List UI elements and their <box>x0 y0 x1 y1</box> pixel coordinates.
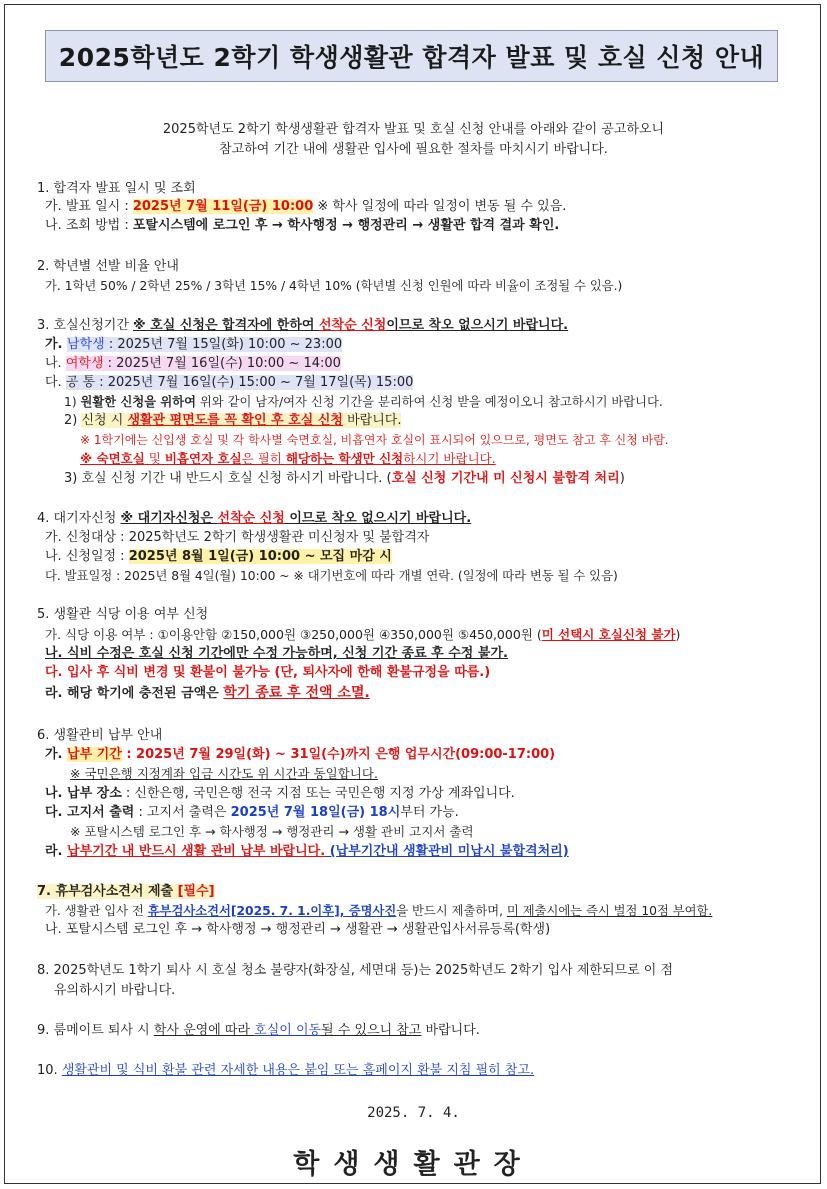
item-label: 가. 발표 일시 : <box>45 199 133 214</box>
section-5-item-c: 다. 입사 후 식비 변경 및 환불이 불가능 (단, 퇴사자에 한해 환불규정을 따름.) <box>45 665 491 680</box>
announcement-date: 2025. 7. 4. <box>367 1105 460 1121</box>
section-2-item-a: 가. 1학년 50% / 2학년 25% / 3학년 15% / 4학년 10% (학년별 신청 인원에 따라 비율이 조정될 수 있음.) <box>45 279 623 293</box>
section-5-heading: 5. 생활관 식당 이용 여부 신청 <box>37 607 209 622</box>
section-3-warning-2: ※ 숙면호실 및 비흡연자 호실은 필히 해당하는 학생만 신청하시기 바랍니다. <box>80 451 496 466</box>
item-label: 나. 조회 방법 : <box>45 218 133 233</box>
male-period: 남학생 : 2025년 7월 15일(화) 10:00 ~ 23:00 <box>67 337 343 352</box>
section-3-note-2: 2) 신청 시 생활관 평면도를 꼭 확인 후 호실 신청 바랍니다. <box>64 413 402 428</box>
section-6-heading: 6. 생활관비 납부 안내 <box>37 728 163 743</box>
section-4-item-c: 다. 발표일정 : 2025년 8월 4일(월) 10:00 ~ ※ 대기번호에 따라 개별 연락. (일정에 따라 변동 될 수 있음) <box>45 569 618 583</box>
section-3-item-female: 나. 여학생 : 2025년 7월 16일(수) 10:00 ~ 14:00 <box>45 356 341 371</box>
section-4-heading: 4. 대기자신청 ※ 대기자신청은 선착순 신청 이므로 착오 없으시기 바랍니다. <box>37 511 472 526</box>
section-3-heading: 3. 호실신청기간 ※ 호실 신청은 합격자에 한하여 선착순 신청이므로 착오 없으시기 바랍니다. <box>37 318 569 333</box>
section-7-heading: 7. 휴부검사소견서 제출 [필수] <box>37 884 215 899</box>
section-6-note-c: ※ 포탈시스템 로그인 후 → 학사행정 → 행정관리 → 생활 관비 고지서 출력 <box>70 824 474 839</box>
section-3-warning-1: ※ 1학기에는 신입생 호실 및 각 학사별 숙면호실, 비흡연자 호실이 표시되어 있으므로, 평면도 참고 후 신청 바람. <box>80 433 669 447</box>
fail-warning: 호실 신청 기간내 미 신청시 불합격 처리 <box>391 471 620 486</box>
section-4-item-b: 나. 신청일정 : 2025년 8월 1일(금) 10:00 ~ 모집 마감 시 <box>45 549 392 564</box>
section-1-heading: 1. 합격자 발표 일시 및 조회 <box>37 181 196 196</box>
section-3-note-3: 3) 호실 신청 기간 내 반드시 호실 신청 하시기 바랍니다. (호실 신청 기간내 미 신청시 불합격 처리) <box>64 471 625 486</box>
floor-plan-check: 생활관 평면도를 꼭 확인 후 호실 신청 <box>127 413 343 428</box>
payment-period: : 2025년 7월 29일(화) ~ 31일(수)까지 은행 업무시간(09:00-17:00) <box>121 747 556 762</box>
section-3-item-male: 가. 남학생 : 2025년 7월 15일(화) 10:00 ~ 23:00 <box>45 337 343 352</box>
section-2-heading: 2. 학년별 선발 비율 안내 <box>37 259 179 274</box>
signature: 학생생활관장 <box>293 1149 534 1180</box>
section-3-note-1: 1) 원활한 신청을 위하여 위와 같이 남자/여자 신청 기간을 분리하여 신청 받을 예정이오니 참고하시기 바랍니다. <box>64 395 663 409</box>
intro-line-2: 참고하여 기간 내에 생활관 입사에 필요한 절차를 마치시기 바랍니다. <box>219 142 608 157</box>
waitlist-date: 2025년 8월 1일(금) 10:00 ~ 모집 마감 시 <box>128 549 392 564</box>
announcement-datetime: 2025년 7월 11일(금) 10:00 <box>132 199 314 214</box>
section-5-item-d: 라. 해당 학기에 충전된 금액은 학기 종료 후 전액 소멸. <box>45 685 370 701</box>
meal-options: ①이용안함 ②150,000원 ③250,000원 ④350,000원 ⑤450,000원 ( <box>157 627 542 642</box>
section-10: 10. 생활관비 및 식비 환불 관련 자세한 내용은 붙임 또는 홈페이지 환불 지침 필히 참고. <box>37 1063 535 1078</box>
section-5-item-b: 나. 식비 수정은 호실 신청 기간에만 수정 가능하며, 신청 기간 종료 후 수정 불가. <box>45 646 508 661</box>
intro-line-1: 2025학년도 2학기 학생생활관 합격자 발표 및 호실 신청 안내를 아래와 같이 공고하오니 <box>162 122 665 137</box>
schedule-change-note: ※ 학사 일정에 따라 일정이 변동 될 수 있음. <box>313 199 567 214</box>
bill-print-date: 2025년 7월 18일(금) 18시 <box>230 805 401 820</box>
section-9: 9. 룸메이트 퇴사 시 학사 운영에 따라 호실이 이동될 수 있으니 참고 바랍니다. <box>37 1023 480 1038</box>
section-8-line-1: 8. 2025학년도 1학기 퇴사 시 호실 청소 불량자(화장실, 세면대 등)는 2025학년도 2학기 입사 제한되므로 이 점 <box>37 963 674 978</box>
section-7-item-a: 가. 생활관 입사 전 휴부검사소견서[2025. 7. 1.이후], 증명사진을 반드시 제출하며, 미 제출시에는 즉시 벌점 10점 부여함. <box>45 904 713 918</box>
page-title: 2025학년도 2학기 학생생활관 합격자 발표 및 호실 신청 안내 <box>58 43 765 72</box>
title-banner <box>45 30 778 82</box>
section-1-item-a <box>45 198 566 216</box>
section-6-item-b: 나. 납부 장소 : 신한은행, 국민은행 전국 지점 또는 국민은행 지정 가상 계좌입니다. <box>45 786 515 801</box>
section-7-item-b: 나. 포탈시스템 로그인 후 → 학사행정 → 행정관리 → 생활관 → 생활관입사서류등록(학생) <box>45 922 551 937</box>
section-8-line-2: 유의하시기 바랍니다. <box>54 983 176 998</box>
female-period: 여학생 : 2025년 7월 16일(수) 10:00 ~ 14:00 <box>65 356 341 371</box>
section-1-item-b <box>45 217 559 235</box>
lookup-method: 포탈시스템에 로그인 후 → 학사행정 → 행정관리 → 생활관 합격 결과 확인. <box>132 218 560 233</box>
section-4-item-a: 가. 신청대상 : 2025학년도 2학기 학생생활관 미신청자 및 불합격자 <box>45 530 430 545</box>
section-5-item-a: 가. 식당 이용 여부 : ①이용안함 ②150,000원 ③250,000원 ④350,000원 ⑤450,000원 (미 선택시 호실신청 불가) <box>45 627 681 642</box>
section-6-item-d: 라. 납부기간 내 반드시 생활 관비 납부 바랍니다. (납부기간내 생활관비 미납시 불합격처리) <box>45 844 569 859</box>
section-6-note-a: ※ 국민은행 지정계좌 입금 시간도 위 시간과 동일합니다. <box>70 766 378 781</box>
section-3-item-common: 다. 공 통 : 2025년 7월 16일(수) 15:00 ~ 7월 17일(목) 15:00 <box>45 375 414 390</box>
first-come-label: 선착순 신청 <box>319 318 387 333</box>
section-6-item-c: 다. 고지서 출력 : 고지서 출력은 2025년 7월 18일(금) 18시부터 가능. <box>45 805 459 820</box>
section-6-item-a: 가. 납부 기간 : 2025년 7월 29일(화) ~ 31일(수)까지 은행 업무시간(09:00-17:00) <box>45 747 556 762</box>
common-period: 공 통 : 2025년 7월 16일(수) 15:00 ~ 7월 17일(목) 15:00 <box>65 375 414 390</box>
